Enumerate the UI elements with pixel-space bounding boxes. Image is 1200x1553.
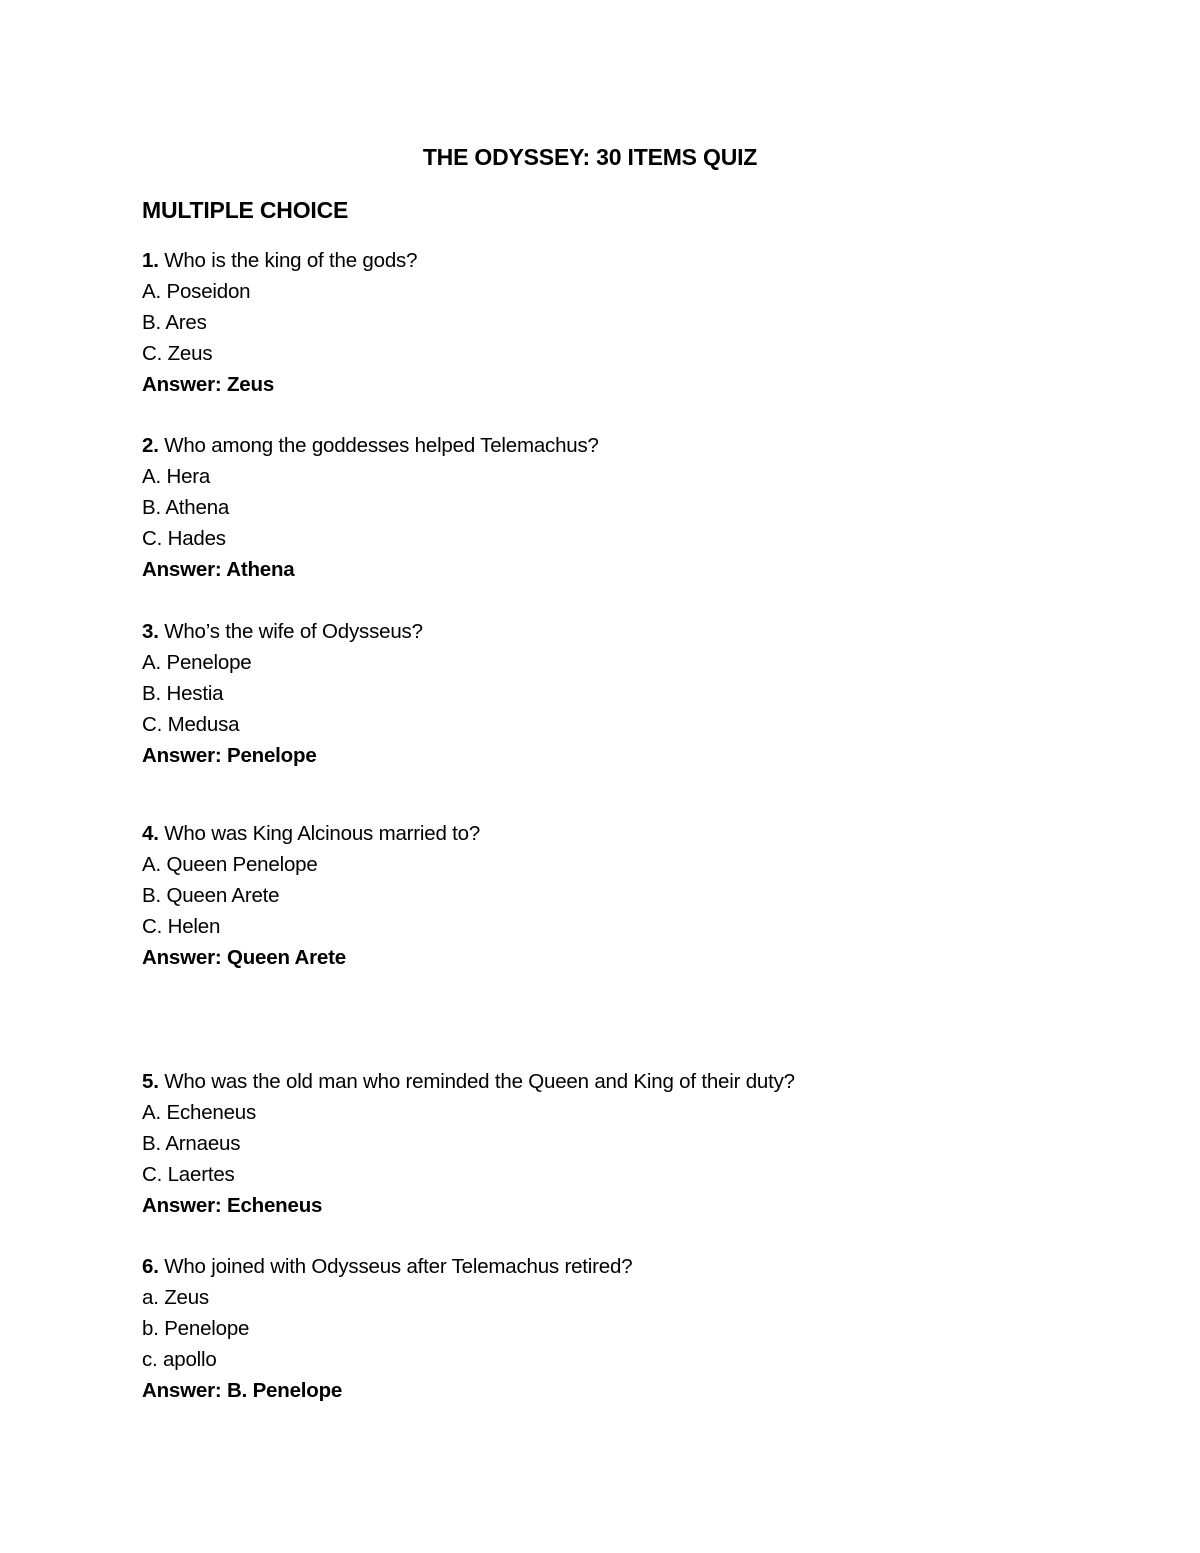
question-2 [142, 430, 599, 585]
question-number: 1. [142, 249, 159, 272]
option-a: A. Poseidon [142, 280, 251, 303]
answer-label: Answer: [142, 744, 222, 767]
question-text-line [142, 1251, 632, 1282]
question-5 [142, 1066, 795, 1221]
question-text: Who among the goddesses helped Telemachus? [164, 434, 599, 457]
option-c: C. Medusa [142, 713, 240, 736]
option-b: B. Arnaeus [142, 1132, 241, 1155]
question-number: 6. [142, 1255, 159, 1278]
question-text-line [142, 430, 599, 461]
option-a: A. Hera [142, 465, 211, 488]
answer-label: Answer: [142, 1379, 222, 1402]
answer-line [142, 554, 599, 585]
question-text-line [142, 245, 417, 276]
answer-line [142, 1375, 632, 1406]
option-a: A. Penelope [142, 651, 252, 674]
answer-value: Penelope [226, 744, 317, 767]
option-c: c. apollo [142, 1348, 217, 1371]
answer-value: B. Penelope [226, 1379, 343, 1402]
question-number: 3. [142, 620, 159, 643]
option-b: B. Hestia [142, 682, 224, 705]
answer-line [142, 942, 480, 973]
question-6 [142, 1251, 632, 1406]
question-text: Who was the old man who reminded the Queen and King of their duty? [164, 1070, 795, 1093]
section-heading: MULTIPLE CHOICE [142, 197, 349, 223]
answer-label: Answer: [142, 558, 222, 581]
answer-label: Answer: [142, 1194, 222, 1217]
option-b: B. Queen Arete [142, 884, 280, 907]
option-a: A. Echeneus [142, 1101, 257, 1124]
option-c: C. Helen [142, 915, 221, 938]
question-text-line [142, 616, 423, 647]
answer-value: Zeus [226, 373, 275, 396]
answer-label: Answer: [142, 946, 222, 969]
question-number: 5. [142, 1070, 159, 1093]
question-text: Who is the king of the gods? [164, 249, 418, 272]
answer-value: Athena [226, 558, 295, 581]
question-text: Who joined with Odysseus after Telemachus retired? [164, 1255, 633, 1278]
option-b: B. Ares [142, 311, 207, 334]
answer-value: Queen Arete [226, 946, 346, 969]
question-3 [142, 616, 423, 771]
page-title: THE ODYSSEY: 30 ITEMS QUIZ [422, 144, 758, 170]
question-text-line [142, 1066, 795, 1097]
option-a: A. Queen Penelope [142, 853, 318, 876]
answer-label: Answer: [142, 373, 222, 396]
answer-value: Echeneus [226, 1194, 323, 1217]
answer-line [142, 369, 417, 400]
option-b: B. Athena [142, 496, 230, 519]
question-number: 4. [142, 822, 159, 845]
question-text: Who’s the wife of Odysseus? [164, 620, 423, 643]
option-c: C. Laertes [142, 1163, 235, 1186]
question-number: 2. [142, 434, 159, 457]
question-4 [142, 818, 480, 973]
question-1 [142, 245, 417, 400]
option-c: C. Zeus [142, 342, 213, 365]
option-a: a. Zeus [142, 1286, 209, 1309]
question-text: Who was King Alcinous married to? [164, 822, 481, 845]
answer-line [142, 740, 423, 771]
answer-line [142, 1190, 795, 1221]
option-c: C. Hades [142, 527, 226, 550]
option-b: b. Penelope [142, 1317, 250, 1340]
question-text-line [142, 818, 480, 849]
